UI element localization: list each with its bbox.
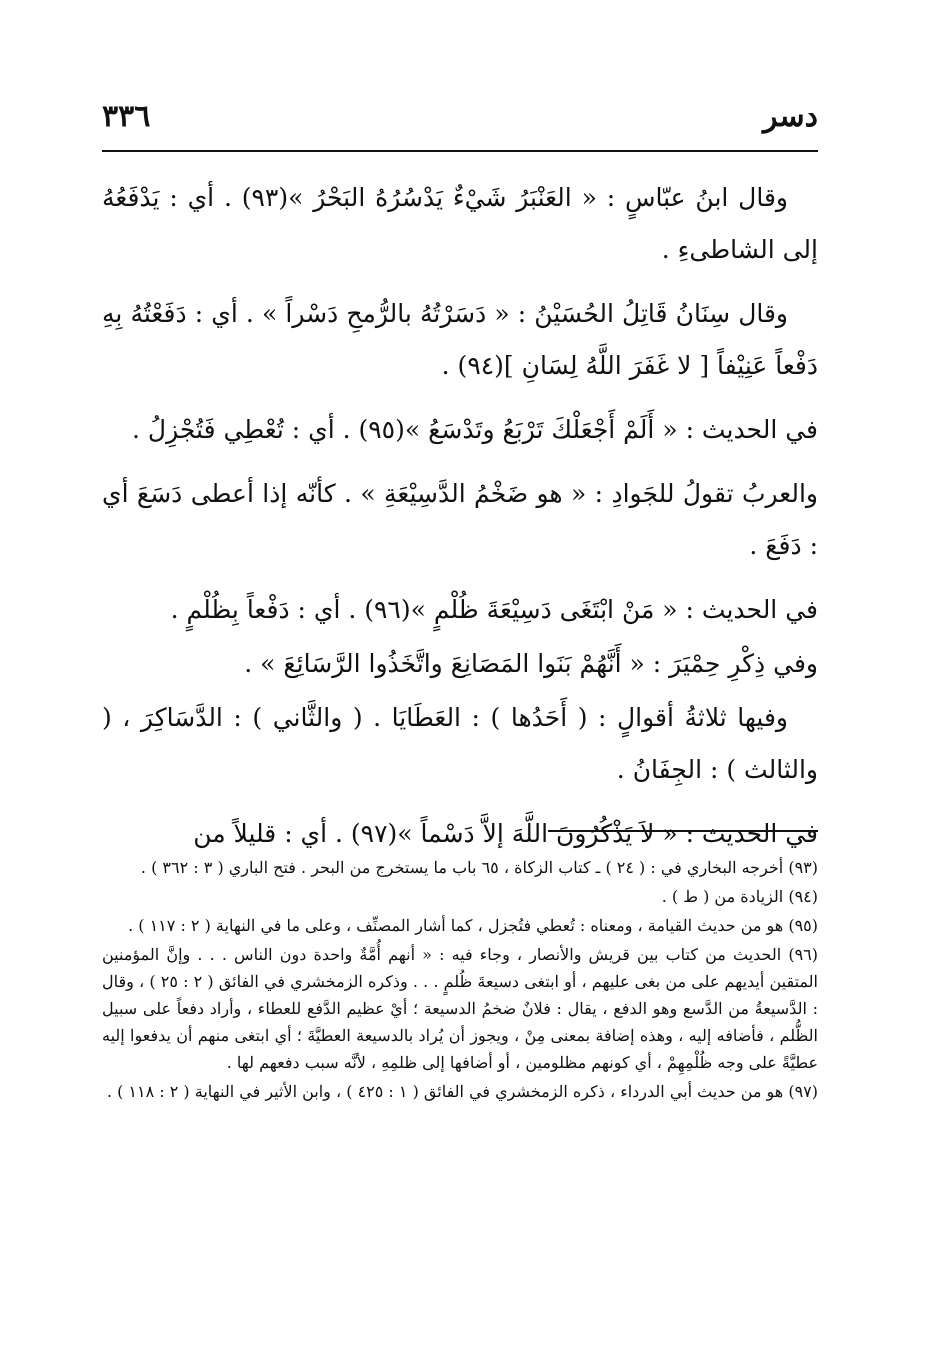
paragraph: في الحديث : « أَلَمْ أَجْعَلْكَ تَرْبَعُ وتَدْسَعُ »(٩٥) . أي : تُعْطِي فَتُجْزِلُ . bbox=[132, 415, 818, 444]
paragraph: في الحديث : « مَنْ ابْتَغَى دَسِيْعَةَ ظُلْمٍ »(٩٦) . أي : دَفْعاً بِظُلْمٍ . bbox=[170, 595, 818, 624]
page-header bbox=[102, 96, 818, 136]
paragraph: في الحديث : « لاَ يَذْكُرُونَ اللَّهَ إلاَّ دَسْماً »(٩٧) . أي : قليلاً من bbox=[193, 819, 818, 848]
footnote-divider bbox=[548, 830, 818, 832]
paragraph: وفي ذِكْرِ حِمْيَرَ : « أَنَّهُمْ بَنَوا المَصَانِعَ واتَّخَذُوا الرَّسَائِعَ » . bbox=[244, 649, 818, 678]
entry-headword: دسر bbox=[762, 98, 818, 134]
paragraph: وقال سِنَانُ قَاتِلُ الحُسَيْنُ : « دَسَرْتُهُ بالرُّمحِ دَسْراً » . أي : دَفَعْتُهُ بِهِ دَفْعاً عَنِيْفاً [ لا غَفَرَ اللَّهُ لِسَانِ ](٩٤) . bbox=[102, 299, 818, 380]
paragraph: والعربُ تقولُ للجَوادِ : « هو ضَخْمُ الدَّسِيْعَةِ » . كأنّه إذا أعطى دَسَعَ أي : دَفَعَ . bbox=[102, 479, 818, 560]
paragraph: وقال ابنُ عبّاسٍ : « العَنْبَرُ شَيْءٌ يَدْسُرُهُ البَحْرُ »(٩٣) . أي : يَدْفَعُهُ إلى الشاطىءِ . bbox=[102, 183, 818, 264]
page-number: ٣٣٦ bbox=[102, 98, 151, 134]
footnote: (٩٧) هو من حديث أبي الدرداء ، ذكره الزمخشري في الفائق ( ١ : ٤٢٥ ) ، وابن الأثير في النهاية ( ٢ : ١١٨ ) . bbox=[106, 1082, 818, 1101]
paragraph: وفيها ثلاثةُ أقوالٍ : ( أَحَدُها ) : العَطَايَا . ( والثَّاني ) : الدَّسَاكِرَ ، ( والثالث ) : الجِفَانُ . bbox=[102, 703, 818, 784]
main-text bbox=[102, 172, 818, 872]
footnote: (٩٤) الزيادة من ( ط ) . bbox=[661, 887, 818, 906]
header-divider bbox=[102, 150, 818, 152]
footnote: (٩٥) هو من حديث القيامة ، ومعناه : تُعطي فتُجزل ، كما أشار المصنِّف ، وعلى ما في النهاية ( ٢ : ١١٧ ) . bbox=[128, 916, 818, 935]
footnote: (٩٣) أخرجه البخاري في : ( ٢٤ ) ـ كتاب الزكاة ، ٦٥ باب ما يستخرج من البحر . فتح الباري ( ٣ : ٣٦٢ ) . bbox=[140, 858, 818, 877]
footnotes bbox=[102, 854, 818, 1107]
footnote: (٩٦) الحديث من كتاب بين قريش والأنصار ، وجاء فيه : « أنهم أُمَّةٌ واحدة دون الناس . . . وإنَّ المؤمنين المتقين أيديهم على من بغى عليهم ، أو ابتغى دسيعةَ ظُلمٍ . . . وذكره الزمخشري في الفائق ( ٢ : ٢٥ ) ، وقال : الدَّسيعةُ من الدَّسع وهو الدفع ، يقال : فلانٌ ضخمُ الدسيعة ؛ أيْ عظيم الدَّفع للعطاء ، وأراد دفعاً على سبيل الظُّلم ، فأضافه إليه ، وهذه إضافة بمعنى مِنْ ، ويجوز أن يُراد بالدسيعة العطيَّةَ ؛ أي ابتغى منهم أن يدفعوا إليه عطيَّةً على وجه ظُلْمِهِمْ ، أي كونهم مظلومين ، أو أضافها إلى ظلمِهِ ، لأنَّه سبب دفعهم لها . bbox=[102, 945, 818, 1072]
